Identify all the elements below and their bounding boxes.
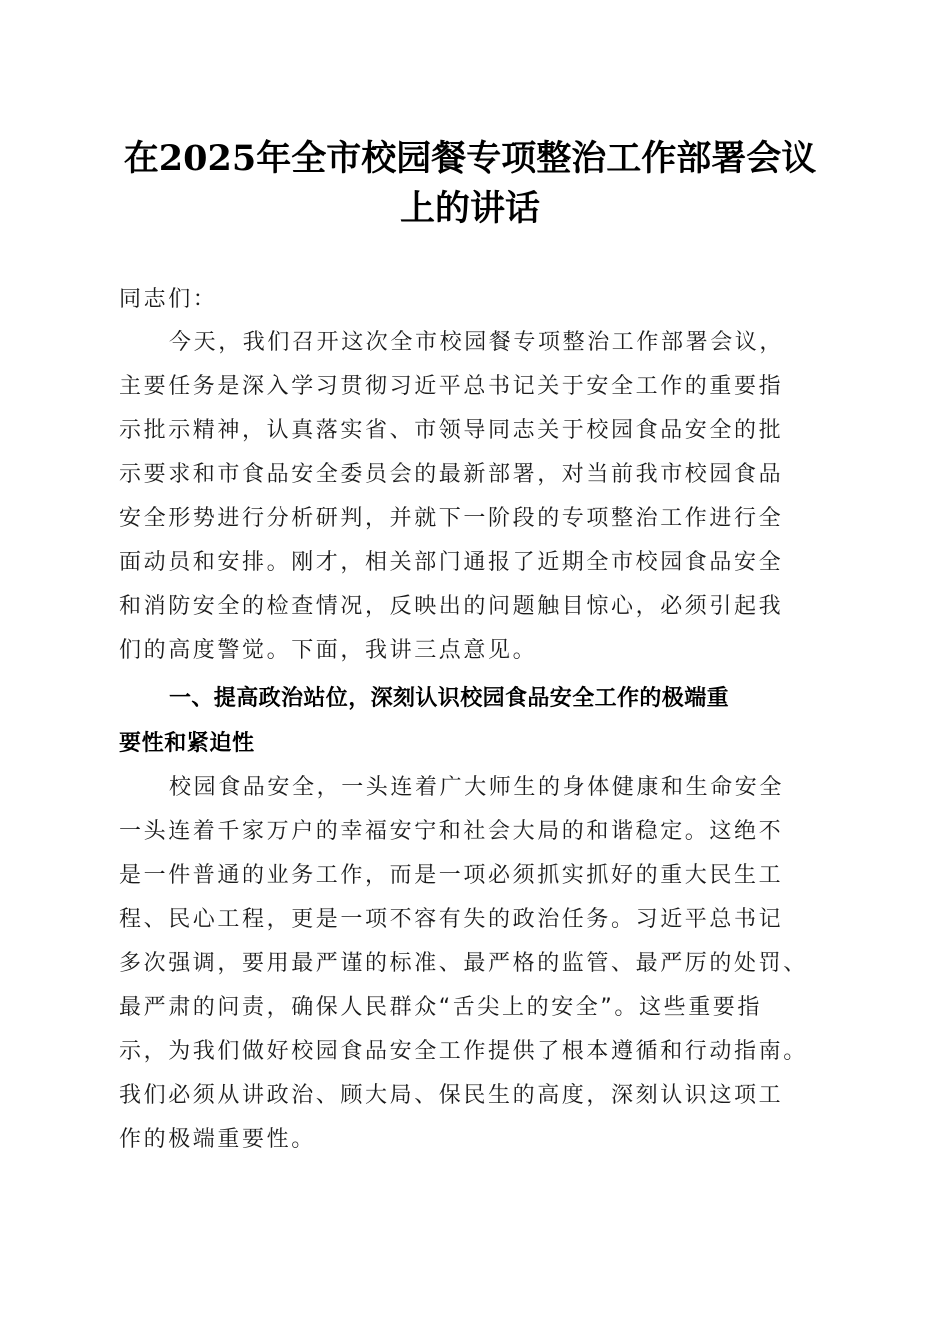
paragraph-1-line: 示批示精神，认真落实省、市领导同志关于校园食品安全的批 — [119, 418, 784, 443]
paragraph-2-line: 我们必须从讲政治、顾大局、保民生的高度，深刻认识这项工 — [119, 1083, 784, 1108]
paragraph-2-line: 作的极端重要性。 — [119, 1127, 316, 1152]
paragraph-2-line: 一头连着千家万户的幸福安宁和社会大局的和谐稳定。这绝不 — [119, 819, 784, 844]
document-title-line-2: 上的讲话 — [399, 188, 540, 229]
paragraph-2-line: 校园食品安全，一头连着广大师生的身体健康和生命安全 — [169, 775, 785, 800]
document-title-line-1: 在2025年全市校园餐专项整治工作部署会议 — [123, 138, 817, 179]
paragraph-2-line: 示，为我们做好校园食品安全工作提供了根本遵循和行动指南。 — [119, 1039, 808, 1064]
paragraph-1-line: 示要求和市食品安全委员会的最新部署，对当前我市校园食品 — [119, 462, 784, 487]
paragraph-1-line: 安全形势进行分析研判，并就下一阶段的专项整治工作进行全 — [119, 506, 784, 531]
section-heading-1-line-1: 一、提高政治站位，深刻认识校园食品安全工作的极端重 — [169, 686, 730, 711]
paragraph-2-line: 最严肃的问责，确保人民群众“舌尖上的安全”。这些重要指 — [119, 995, 762, 1020]
paragraph-1-line: 今天，我们召开这次全市校园餐专项整治工作部署会议， — [169, 330, 785, 355]
paragraph-2-line: 多次强调，要用最严谨的标准、最严格的监管、最严厉的处罚、 — [119, 951, 808, 976]
paragraph-2-line: 程、民心工程，更是一项不容有失的政治任务。习近平总书记 — [119, 907, 784, 932]
paragraph-1-line: 主要任务是深入学习贯彻习近平总书记关于安全工作的重要指 — [119, 374, 784, 399]
paragraph-2-line: 是一件普通的业务工作，而是一项必须抓实抓好的重大民生工 — [119, 863, 784, 888]
paragraph-1-line: 面动员和安排。刚才，相关部门通报了近期全市校园食品安全 — [119, 550, 784, 575]
paragraph-1-line: 和消防安全的检查情况，反映出的问题触目惊心，必须引起我 — [119, 594, 784, 619]
section-heading-1-line-2: 要性和紧迫性 — [119, 731, 255, 756]
paragraph-1-line: 们的高度警觉。下面，我讲三点意见。 — [119, 638, 538, 663]
salutation: 同志们： — [119, 287, 218, 312]
